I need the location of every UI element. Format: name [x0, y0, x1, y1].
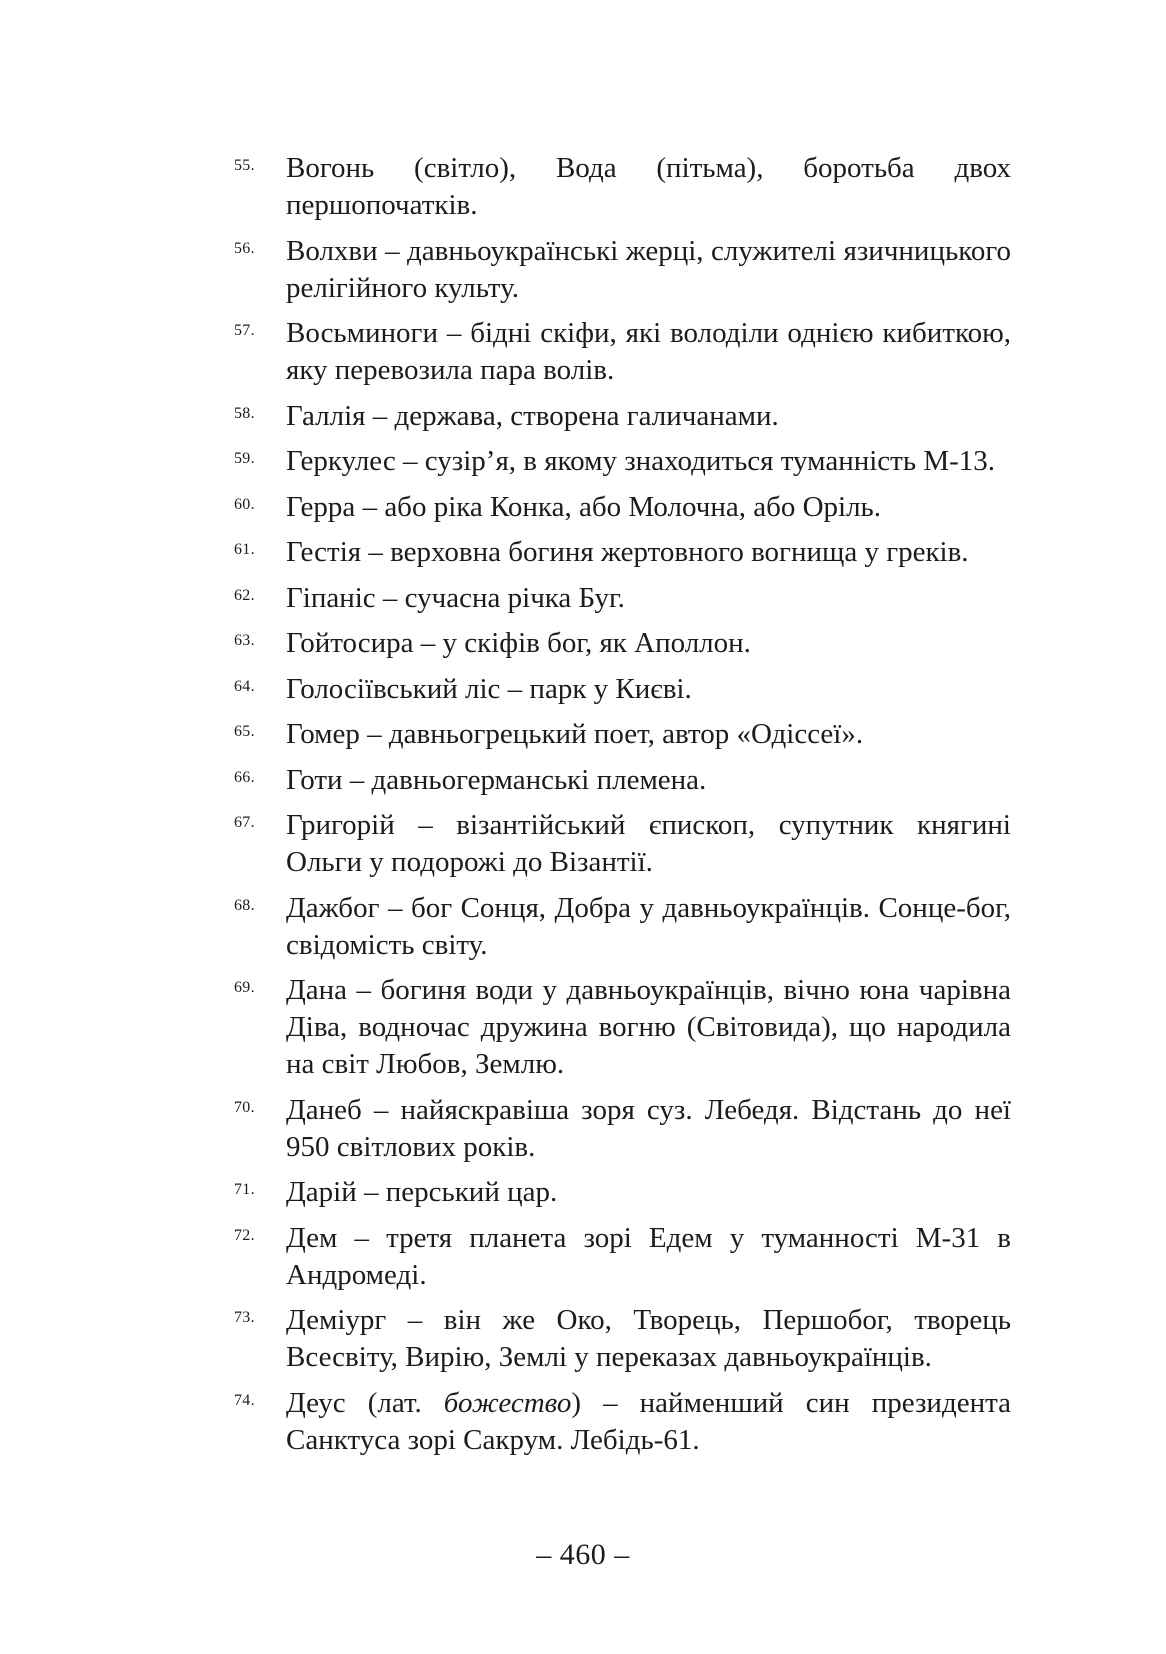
entry-definition: – бідні скіфи, які володіли однією кибиткою, яку перевозила пара волів.	[286, 317, 1011, 386]
entry-text	[286, 445, 995, 477]
entry-number: 61.	[234, 541, 255, 558]
entry-term: Голосіївський ліс	[286, 672, 501, 705]
entry-definition: – у скіфів бог, як Аполлон.	[413, 627, 751, 659]
glossary-entry	[234, 233, 1011, 307]
entry-text	[286, 582, 625, 614]
glossary-entry	[234, 150, 1011, 224]
entry-text	[286, 152, 1011, 221]
entry-definition: – давньоукраїнські жерці, служителі язичницького релігійного культу.	[286, 234, 1011, 304]
entry-definition: – держава, створена галичанами.	[365, 399, 779, 432]
entry-number: 62.	[234, 586, 255, 604]
entry-term: Гестія	[286, 536, 362, 568]
entry-number: 64.	[234, 677, 255, 695]
entry-number: 74.	[234, 1391, 255, 1409]
entry-number: 70.	[234, 1098, 255, 1116]
entry-definition: ) – найменший син президента Санктуса зорі Сакрум. Лебідь-61.	[286, 1386, 1011, 1456]
entry-definition: – богиня води у давньоукраїнців, вічно юна чарівна Діва, водночас дружина вогню (Світовида), що народила на світ Любов, Землю.	[286, 974, 1011, 1080]
entry-definition: – сучасна річка Буг.	[375, 581, 625, 614]
entry-number: 56.	[234, 239, 255, 257]
entry-text	[286, 1176, 557, 1208]
entry-text	[286, 1387, 1011, 1456]
glossary-entry	[234, 1174, 1011, 1211]
entry-definition: – він же Око, Творець, Першобог, творець Всесвіту, Вирію, Землі у переказах давньоукраїнців.	[286, 1304, 1011, 1373]
entry-term: Восьминоги	[286, 317, 438, 349]
entry-term: Григорій	[286, 809, 395, 841]
glossary-entry	[234, 443, 1011, 480]
glossary-entry	[234, 972, 1011, 1083]
entry-definition: – третя планета зорі Едем у туманності М-31 в Андромеді.	[286, 1221, 1011, 1291]
entry-term: Гойтосира	[286, 627, 414, 659]
glossary-entry	[234, 671, 1011, 708]
entry-number: 68.	[234, 896, 255, 914]
entry-number: 67.	[234, 814, 255, 831]
entry-term: Деус (лат.	[286, 1386, 444, 1419]
entry-number: 73.	[234, 1309, 255, 1326]
entry-number: 55.	[234, 157, 255, 174]
entry-definition: – сузір’я, в якому знаходиться туманність М-13.	[395, 445, 996, 477]
entry-term: Готи	[286, 763, 343, 796]
entry-term: Геркулес	[286, 445, 396, 477]
glossary-entry	[234, 580, 1011, 617]
entry-text	[286, 764, 706, 796]
entry-number: 72.	[234, 1226, 255, 1244]
glossary-entry	[234, 716, 1011, 753]
entry-definition: – або ріка Конка, або Молочна, або Оріль.	[355, 490, 882, 523]
entry-term: Гіпаніс	[286, 581, 376, 614]
entry-text	[286, 892, 1011, 961]
glossary-entry	[234, 1220, 1011, 1294]
entry-italic-gloss: божество	[443, 1386, 572, 1419]
entry-term: Галлія	[286, 399, 366, 432]
entry-term: Дана	[286, 974, 348, 1006]
entry-definition: – найяскравіша зоря суз. Лебедя. Відстань до неї 950 світлових років.	[286, 1093, 1011, 1163]
entry-definition: – давньогерманські племена.	[342, 763, 707, 796]
glossary-entry	[234, 315, 1011, 389]
entry-text	[286, 491, 881, 523]
entry-text	[286, 1304, 1011, 1373]
entry-definition: – давньогрецький поет, автор «Одіссеї».	[359, 718, 864, 750]
glossary-entry	[234, 1302, 1011, 1376]
entry-text	[286, 1094, 1011, 1163]
entry-term: Вогонь (світло), Вода (пітьма), боротьба двох першопочатків.	[286, 152, 1011, 221]
entry-text	[286, 974, 1011, 1080]
entry-number: 71.	[234, 1181, 255, 1198]
entry-text	[286, 400, 779, 432]
glossary-list	[234, 150, 1011, 1467]
glossary-entry	[234, 1092, 1011, 1166]
entry-term: Дажбог	[286, 891, 380, 924]
entry-text	[286, 235, 1011, 304]
entry-term: Герра	[286, 490, 356, 523]
page-number: – 460 –	[536, 1538, 630, 1571]
entry-term: Данеб	[286, 1093, 362, 1126]
entry-text	[286, 1222, 1011, 1291]
entry-text	[286, 317, 1011, 386]
entry-term: Волхви	[286, 234, 378, 267]
entry-text	[286, 809, 1011, 878]
entry-number: 58.	[234, 404, 255, 422]
glossary-entry	[234, 807, 1011, 881]
entry-term: Деміург	[286, 1304, 387, 1336]
glossary-entry	[234, 762, 1011, 799]
entry-definition: – верховна богиня жертовного вогнища у греків.	[361, 536, 969, 568]
entry-text	[286, 718, 863, 750]
entry-number: 69.	[234, 979, 255, 996]
glossary-entry	[234, 398, 1011, 435]
entry-definition: – парк у Києві.	[500, 672, 692, 705]
glossary-entry	[234, 625, 1011, 662]
entry-definition: – перський цар.	[356, 1176, 558, 1208]
entry-definition: – бог Сонця, Добра у давньоукраїнців. Сонце-бог, свідомість світу.	[286, 891, 1011, 961]
glossary-entry	[234, 489, 1011, 526]
entry-number: 57.	[234, 322, 255, 339]
entry-text	[286, 673, 692, 705]
entry-number: 59.	[234, 450, 255, 467]
entry-text	[286, 627, 751, 659]
entry-term: Дем	[286, 1221, 338, 1254]
entry-number: 60.	[234, 495, 255, 513]
entry-definition: – візантійський єпископ, супутник княгині Ольги у подорожі до Візантії.	[286, 809, 1011, 878]
entry-term: Дарій	[286, 1176, 357, 1208]
entry-term: Гомер	[286, 718, 360, 750]
glossary-entry	[234, 534, 1011, 571]
entry-number: 66.	[234, 768, 255, 786]
glossary-entry	[234, 890, 1011, 964]
entry-number: 65.	[234, 723, 255, 740]
entry-text	[286, 536, 969, 568]
entry-number: 63.	[234, 632, 255, 649]
glossary-entry	[234, 1385, 1011, 1459]
